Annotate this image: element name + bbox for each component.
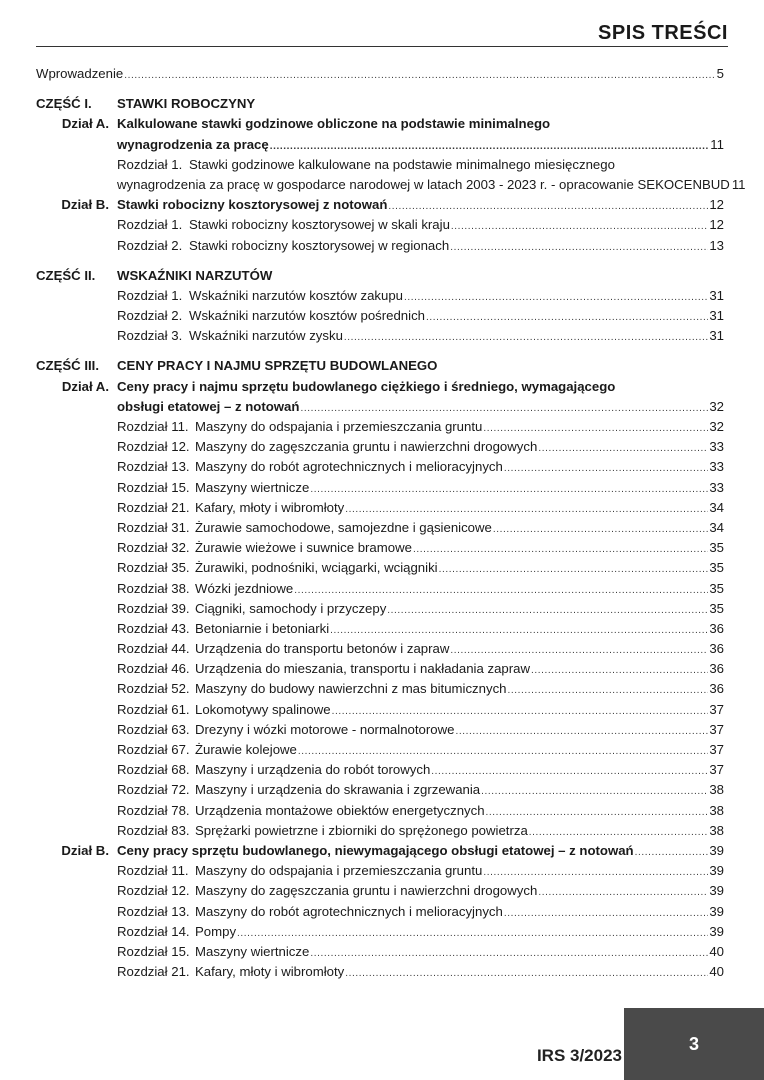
leader-dots <box>300 399 708 419</box>
entry-page: 39 <box>709 842 724 858</box>
entry-page: 31 <box>709 308 724 324</box>
toc-entry-intro[interactable] <box>36 64 724 84</box>
entry-page: 37 <box>709 762 724 778</box>
chapter-label: Rozdział 78. <box>117 802 190 818</box>
chapter-label: Rozdział 21. <box>117 964 190 980</box>
chapter-label: Rozdział 46. <box>117 661 190 677</box>
section-label: Dział A. <box>61 378 109 394</box>
entry-title: Wprowadzenie <box>36 66 124 81</box>
chapter-entry[interactable] <box>36 518 724 538</box>
entry-page: 39 <box>709 923 724 939</box>
chapter-entry[interactable] <box>36 286 724 306</box>
chapter-label: Rozdział 13. <box>117 459 190 475</box>
section-heading[interactable] <box>36 377 724 397</box>
entry-page: 40 <box>709 943 724 959</box>
leader-dots <box>388 197 708 217</box>
chapter-entry[interactable] <box>36 155 724 175</box>
chapter-label: Rozdział 21. <box>117 499 190 515</box>
entry-page: 37 <box>709 701 724 717</box>
leader-dots <box>345 964 708 984</box>
chapter-title: Maszyny do budowy nawierzchni z mas bitumicznych <box>195 681 507 697</box>
chapter-label: Rozdział 2. <box>117 237 183 253</box>
chapter-entry[interactable] <box>36 760 724 780</box>
chapter-title: Żurawie samochodowe, samojezdne i gąsienicowe <box>195 519 492 535</box>
entry-page: 35 <box>709 560 724 576</box>
leader-dots <box>483 863 708 883</box>
chapter-label: Rozdział 31. <box>117 519 190 535</box>
entry-page: 12 <box>709 217 724 233</box>
chapter-label: Rozdział 72. <box>117 782 190 798</box>
leader-dots <box>345 500 708 520</box>
entry-page: 11 <box>731 176 746 192</box>
leader-dots <box>310 480 708 500</box>
entry-page: 38 <box>709 782 724 798</box>
chapter-label: Rozdział 35. <box>117 560 190 576</box>
leader-dots <box>330 621 708 641</box>
leader-dots <box>332 702 709 722</box>
chapter-label: Rozdział 11. <box>117 863 189 879</box>
part-number: CZĘŚĆ III. <box>36 358 100 374</box>
leader-dots <box>344 328 708 348</box>
chapter-entry[interactable] <box>36 599 724 619</box>
chapter-label: Rozdział 61. <box>117 701 190 717</box>
chapter-entry[interactable] <box>36 659 724 679</box>
chapter-label: Rozdział 14. <box>117 923 190 939</box>
chapter-entry[interactable] <box>36 478 724 498</box>
chapter-title: Maszyny do zagęszczania gruntu i nawierzchni drogowych <box>195 439 538 455</box>
entry-page: 35 <box>709 600 724 616</box>
chapter-label: Rozdział 2. <box>117 308 183 324</box>
chapter-entry[interactable] <box>36 437 724 457</box>
leader-dots <box>635 843 709 863</box>
chapter-title: Wskaźniki narzutów kosztów pośrednich <box>189 308 426 324</box>
entry-page: 36 <box>709 661 724 677</box>
chapter-label: Rozdział 67. <box>117 742 190 757</box>
leader-dots <box>298 742 708 762</box>
chapter-label: Rozdział 1. <box>117 156 183 172</box>
leader-dots <box>486 803 709 823</box>
section-title: Ceny pracy sprzętu budowlanego, niewymagającego obsługi etatowej – z notowań <box>117 842 634 858</box>
chapter-entry[interactable] <box>36 326 724 346</box>
section-label: Dział B. <box>61 842 109 858</box>
entry-page: 37 <box>709 742 724 757</box>
entry-page: 31 <box>709 328 724 344</box>
entry-page: 36 <box>709 620 724 636</box>
leader-dots <box>413 540 708 560</box>
entry-page: 35 <box>709 580 724 596</box>
chapter-entry[interactable] <box>36 881 724 901</box>
section-title: Ceny pracy i najmu sprzętu budowlanego ciężkiego i średniego, wymagającego <box>117 378 616 394</box>
entry-page: 5 <box>716 66 724 81</box>
chapter-label: Rozdział 12. <box>117 883 190 899</box>
leader-dots <box>294 581 708 601</box>
chapter-entry[interactable] <box>36 740 724 760</box>
chapter-title: Żurawiki, podnośniki, wciągarki, wciągniki <box>195 560 438 576</box>
chapter-entry[interactable] <box>36 700 724 720</box>
chapter-entry[interactable] <box>36 922 724 942</box>
chapter-entry[interactable] <box>36 861 724 881</box>
chapter-entry[interactable] <box>36 720 724 740</box>
entry-page: 39 <box>709 863 724 879</box>
chapter-label: Rozdział 3. <box>117 328 183 344</box>
chapter-label: Rozdział 52. <box>117 681 190 697</box>
chapter-list <box>36 417 724 841</box>
section-heading-continued[interactable] <box>36 397 724 417</box>
entry-page: 33 <box>709 439 724 455</box>
section-label: Dział B. <box>61 197 109 213</box>
leader-dots <box>450 238 708 258</box>
chapter-entry[interactable] <box>36 215 724 235</box>
chapter-title: Urządzenia montażowe obiektów energetycznych <box>195 802 485 818</box>
chapter-entry[interactable] <box>36 639 724 659</box>
entry-page: 34 <box>709 499 724 515</box>
chapter-label: Rozdział 43. <box>117 620 190 636</box>
entry-page: 12 <box>709 197 724 213</box>
part-number: CZĘŚĆ II. <box>36 267 96 283</box>
chapter-title: Stawki robocizny kosztorysowej w regionach <box>189 237 450 253</box>
chapter-title: Maszyny do odspajania i przemieszczania gruntu <box>195 863 483 879</box>
section-heading[interactable] <box>36 841 724 861</box>
entry-page: 13 <box>709 237 724 253</box>
chapter-title: Betoniarnie i betoniarki <box>195 620 330 636</box>
chapter-label: Rozdział 11. <box>117 419 189 434</box>
header-divider <box>36 46 728 47</box>
section-title: wynagrodzenia za pracę <box>117 136 269 152</box>
entry-page: 32 <box>709 398 724 414</box>
chapter-label: Rozdział 39. <box>117 600 190 616</box>
chapter-entry[interactable] <box>36 962 724 982</box>
chapter-title: Lokomotywy spalinowe <box>195 701 331 717</box>
chapter-entry[interactable] <box>36 579 724 599</box>
chapter-title: Maszyny do robót agrotechnicznych i melioracyjnych <box>195 459 503 475</box>
chapter-title: Maszyny wiertnicze <box>195 943 310 959</box>
leader-dots <box>439 560 709 580</box>
leader-dots <box>508 681 709 701</box>
leader-dots <box>538 883 708 903</box>
section-title: Stawki robocizny kosztorysowej z notowań <box>117 197 388 213</box>
chapter-label: Rozdział 63. <box>117 721 190 737</box>
chapter-entry[interactable] <box>36 306 724 326</box>
table-of-contents <box>36 64 746 982</box>
entry-page: 31 <box>709 287 724 303</box>
leader-dots <box>124 66 715 86</box>
leader-dots <box>404 288 708 308</box>
leader-dots <box>310 944 708 964</box>
chapter-entry[interactable] <box>36 821 724 841</box>
part-heading <box>36 356 724 376</box>
chapter-title: Stawki robocizny kosztorysowej w skali kraju <box>189 217 450 233</box>
part-heading <box>36 266 724 286</box>
chapter-title: Wskaźniki narzutów kosztów zakupu <box>189 287 404 303</box>
leader-dots <box>451 217 708 237</box>
chapter-label: Rozdział 68. <box>117 762 190 778</box>
chapter-entry[interactable] <box>36 619 724 639</box>
entry-page: 40 <box>709 964 724 980</box>
leader-dots <box>504 459 708 479</box>
chapter-entry[interactable] <box>36 801 724 821</box>
chapter-title: Urządzenia do transportu betonów i zapraw <box>195 641 450 657</box>
entry-page: 38 <box>709 822 724 838</box>
chapter-title: Kafary, młoty i wibromłoty <box>195 964 345 980</box>
leader-dots <box>481 782 708 802</box>
leader-dots <box>426 308 708 328</box>
chapter-title: Drezyny i wózki motorowe - normalnotorowe <box>195 721 455 737</box>
chapter-title: Stawki godzinowe kalkulowane na podstawie minimalnego miesięcznego <box>189 156 615 172</box>
leader-dots <box>493 520 708 540</box>
leader-dots <box>237 924 708 944</box>
entry-page: 34 <box>709 519 724 535</box>
part-number: CZĘŚĆ I. <box>36 96 92 112</box>
leader-dots <box>270 137 710 157</box>
entry-page: 36 <box>709 641 724 657</box>
chapter-title: Żurawie wieżowe i suwnice bramowe <box>195 540 412 556</box>
chapter-title: Maszyny wiertnicze <box>195 479 310 495</box>
publication-label: IRS 3/2023 <box>536 1046 622 1065</box>
entry-page: 38 <box>709 802 724 818</box>
section-title: Kalkulowane stawki godzinowe obliczone na podstawie minimalnego <box>117 116 551 132</box>
chapter-title: Ciągniki, samochody i przyczepy <box>195 600 387 616</box>
chapter-title: Sprężarki powietrzne i zbiorniki do sprężonego powietrza <box>195 822 528 838</box>
chapter-title: Pompy <box>195 923 237 939</box>
chapter-label: Rozdział 13. <box>117 903 190 919</box>
leader-dots <box>531 661 708 681</box>
chapter-title: Urządzenia do mieszania, transportu i nakładania zapraw <box>195 661 530 677</box>
chapter-entry[interactable] <box>36 942 724 962</box>
page-number: 3 <box>688 1033 699 1054</box>
part-title: CENY PRACY I NAJMU SPRZĘTU BUDOWLANEGO <box>117 358 438 374</box>
chapter-entry[interactable] <box>36 679 724 699</box>
chapter-label: Rozdział 12. <box>117 439 190 455</box>
chapter-entry[interactable] <box>36 498 724 518</box>
entry-page: 39 <box>709 903 724 919</box>
chapter-list <box>36 861 724 982</box>
leader-dots <box>538 439 708 459</box>
chapter-label: Rozdział 1. <box>117 217 183 233</box>
section-heading-continued[interactable] <box>36 135 724 155</box>
leader-dots <box>483 419 708 439</box>
chapter-entry[interactable] <box>36 538 724 558</box>
leader-dots <box>431 762 708 782</box>
chapter-label: Rozdział 83. <box>117 822 190 838</box>
section-heading[interactable] <box>36 195 724 215</box>
chapter-title: Maszyny do odspajania i przemieszczania gruntu <box>195 419 483 434</box>
chapter-list <box>36 215 724 255</box>
leader-dots <box>529 823 709 843</box>
entry-page: 32 <box>709 419 724 434</box>
chapter-entry-continued[interactable] <box>36 175 746 195</box>
entry-page: 11 <box>710 136 724 152</box>
chapter-title: Maszyny do robót agrotechnicznych i melioracyjnych <box>195 903 503 919</box>
chapter-title: Żurawie kolejowe <box>195 742 297 757</box>
chapter-entry[interactable] <box>36 236 724 256</box>
chapter-title: Kafary, młoty i wibromłoty <box>195 499 345 515</box>
chapter-entry[interactable] <box>36 457 724 477</box>
chapter-entry[interactable] <box>36 902 724 922</box>
entry-page: 39 <box>709 883 724 899</box>
entry-page: 37 <box>709 721 724 737</box>
chapter-label: Rozdział 44. <box>117 641 190 657</box>
entry-page: 35 <box>709 540 724 556</box>
chapter-label: Rozdział 32. <box>117 540 190 556</box>
chapter-list <box>36 286 724 347</box>
part-heading <box>36 94 724 114</box>
chapter-label: Rozdział 1. <box>117 287 183 303</box>
chapter-title: Maszyny i urządzenia do robót torowych <box>195 762 431 778</box>
page-title: SPIS TREŚCI <box>598 22 728 44</box>
entry-page: 33 <box>709 459 724 475</box>
chapter-title: wynagrodzenia za pracę w gospodarce narodowej w latach 2003 - 2023 r. - opracowanie SEKOCENBUD <box>117 176 730 192</box>
part-title: WSKAŹNIKI NARZUTÓW <box>117 267 273 283</box>
leader-dots <box>504 904 708 924</box>
entry-page: 33 <box>709 479 724 495</box>
chapter-title: Wskaźniki narzutów zysku <box>189 328 343 344</box>
chapter-label: Rozdział 15. <box>117 943 190 959</box>
chapter-label: Rozdział 15. <box>117 479 190 495</box>
section-label: Dział A. <box>61 116 109 132</box>
leader-dots <box>387 601 708 621</box>
chapter-entry[interactable] <box>36 417 724 437</box>
chapter-label: Rozdział 38. <box>117 580 190 596</box>
chapter-title: Maszyny do zagęszczania gruntu i nawierzchni drogowych <box>195 883 538 899</box>
chapter-title: Maszyny i urządzenia do skrawania i zgrzewania <box>195 782 481 798</box>
leader-dots <box>450 641 708 661</box>
chapter-entry[interactable] <box>36 558 724 578</box>
chapter-entry[interactable] <box>36 780 724 800</box>
part-title: STAWKI ROBOCZYNY <box>117 96 256 112</box>
section-heading[interactable] <box>36 114 724 134</box>
section-title: obsługi etatowej – z notowań <box>117 398 300 414</box>
leader-dots <box>455 722 708 742</box>
entry-page: 36 <box>709 681 724 697</box>
chapter-title: Wózki jezdniowe <box>195 580 294 596</box>
